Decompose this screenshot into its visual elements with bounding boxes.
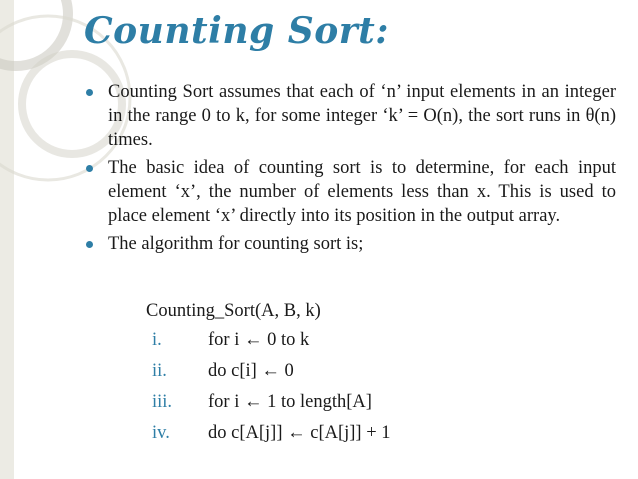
step-code: for i ← 1 to length[A] <box>208 392 372 412</box>
step-number: iv. <box>152 423 170 443</box>
algorithm-step <box>146 418 391 449</box>
bullet-item <box>84 232 616 256</box>
bullet-dot-icon <box>86 165 93 172</box>
bullet-text: Counting Sort assumes that each of ‘n’ input elements in an integer in the range 0 to k, for some integer ‘k’ = O(n), the sort runs in θ(n) times. <box>108 82 616 150</box>
step-number: i. <box>152 330 162 350</box>
algorithm-header: Counting_Sort(A, B, k) <box>146 301 321 321</box>
algorithm-step <box>146 325 321 356</box>
bullet-list <box>84 80 616 260</box>
step-code: do c[A[j]] ← c[A[j]] + 1 <box>208 423 391 443</box>
step-code: do c[i] ← 0 <box>208 361 294 381</box>
slide-title: Counting Sort: <box>84 10 390 52</box>
step-number: iii. <box>152 392 173 412</box>
step-code: for i ← 0 to k <box>208 330 310 350</box>
bullet-item <box>84 80 616 152</box>
bullet-item <box>84 156 616 228</box>
algorithm-step <box>146 356 321 387</box>
left-edge-band <box>0 0 14 479</box>
algorithm-block <box>146 297 391 449</box>
step-number: ii. <box>152 361 167 381</box>
bullet-text: The algorithm for counting sort is; <box>108 234 364 254</box>
bullet-dot-icon <box>86 241 93 248</box>
bullet-dot-icon <box>86 89 93 96</box>
algorithm-step <box>146 387 372 418</box>
bullet-text: The basic idea of counting sort is to determine, for each input element ‘x’, the number of elements less than x. This is used to place element ‘x’ directly into its position in the output array. <box>108 158 616 226</box>
